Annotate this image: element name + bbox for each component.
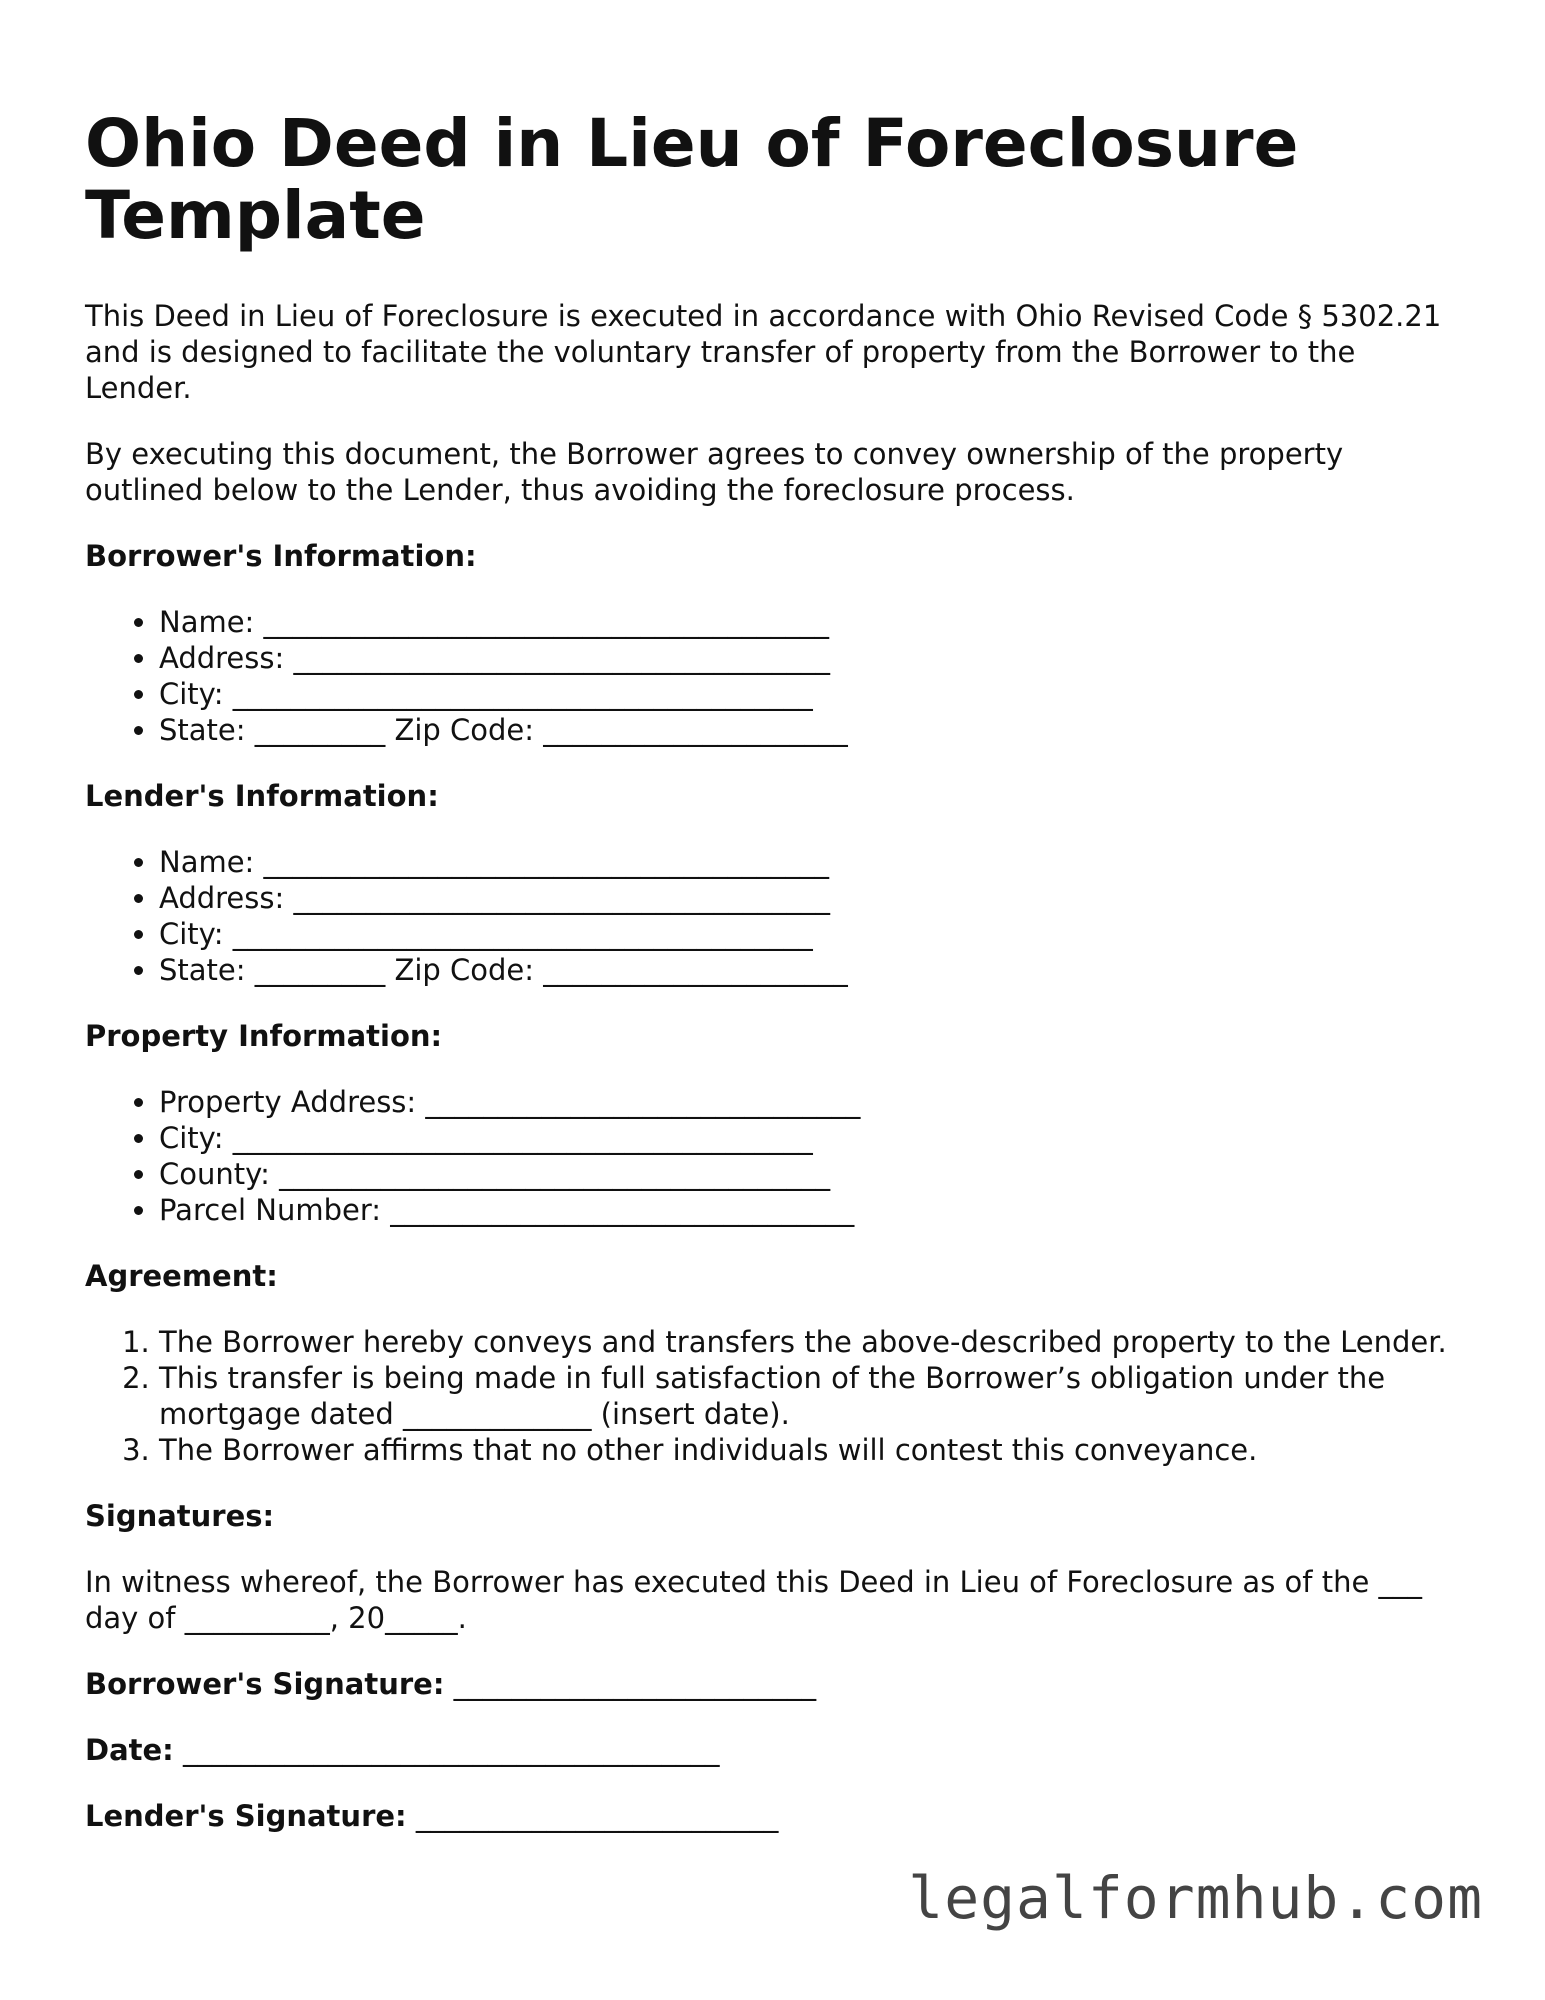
lender-signature-label: Lender's Signature:	[85, 1799, 407, 1833]
document-page	[85, 0, 1465, 1834]
lender-name-field: • Name: _______________________________________	[159, 844, 1465, 880]
agreement-heading: Agreement:	[85, 1259, 278, 1293]
date-label: Date:	[85, 1733, 174, 1767]
lender-info-heading: Lender's Information:	[85, 779, 439, 813]
borrower-address-field: • Address: _____________________________________	[159, 640, 1465, 676]
borrower-city-field: • City: ________________________________________	[159, 676, 1465, 712]
lender-city-field: • City: ________________________________________	[159, 916, 1465, 952]
lender-signature-line	[85, 1798, 1465, 1834]
lender-state-zip-field: • State: _________ Zip Code: _____________________	[159, 952, 1465, 988]
agreement-item: 1. The Borrower hereby conveys and transfers the above-described property to the Lender.	[159, 1324, 1465, 1360]
borrower-signature-blank: _________________________	[453, 1667, 817, 1701]
date-blank: _____________________________________	[183, 1733, 720, 1767]
lender-address-field: • Address: _____________________________________	[159, 880, 1465, 916]
signatures-heading: Signatures:	[85, 1499, 275, 1533]
property-info-heading: Property Information:	[85, 1019, 443, 1053]
borrower-info-heading: Borrower's Information:	[85, 539, 477, 573]
intro-paragraph-2: By executing this document, the Borrower agrees to convey ownership of the property outlined below to the Lender, thus avoiding the foreclosure process.	[85, 437, 1344, 507]
borrower-name-field: • Name: _______________________________________	[159, 604, 1465, 640]
watermark-logo: legalformhub.com	[908, 1864, 1483, 1932]
date-line	[85, 1732, 1465, 1768]
agreement-list	[85, 1324, 1465, 1468]
property-county-field: • County: ______________________________________	[159, 1156, 1465, 1192]
borrower-signature-line	[85, 1666, 1465, 1702]
borrower-info-list	[85, 604, 1465, 748]
borrower-state-zip-field: • State: _________ Zip Code: _____________________	[159, 712, 1465, 748]
intro-paragraph-1: This Deed in Lieu of Foreclosure is executed in accordance with Ohio Revised Code § 5302.21 and is designed to facilitate the voluntary transfer of property from the Borrower to the Lender.	[85, 299, 1442, 405]
agreement-item: 2. This transfer is being made in full satisfaction of the Borrower’s obligation under the mortgage dated _____________ (insert date).	[159, 1360, 1465, 1432]
lender-signature-blank: _________________________	[415, 1799, 779, 1833]
page-title: Ohio Deed in Lieu of Foreclosure Template	[85, 105, 1299, 254]
property-city-field: • City: ________________________________________	[159, 1120, 1465, 1156]
property-info-list	[85, 1084, 1465, 1228]
property-address-field: • Property Address: ______________________________	[159, 1084, 1465, 1120]
agreement-item: 3. The Borrower affirms that no other individuals will contest this conveyance.	[159, 1432, 1465, 1468]
borrower-signature-label: Borrower's Signature:	[85, 1667, 445, 1701]
witness-statement: In witness whereof, the Borrower has executed this Deed in Lieu of Foreclosure as of the ___ day of __________, 20_____.	[85, 1565, 1423, 1635]
lender-info-list	[85, 844, 1465, 988]
property-parcel-number-field: • Parcel Number: ________________________________	[159, 1192, 1465, 1228]
